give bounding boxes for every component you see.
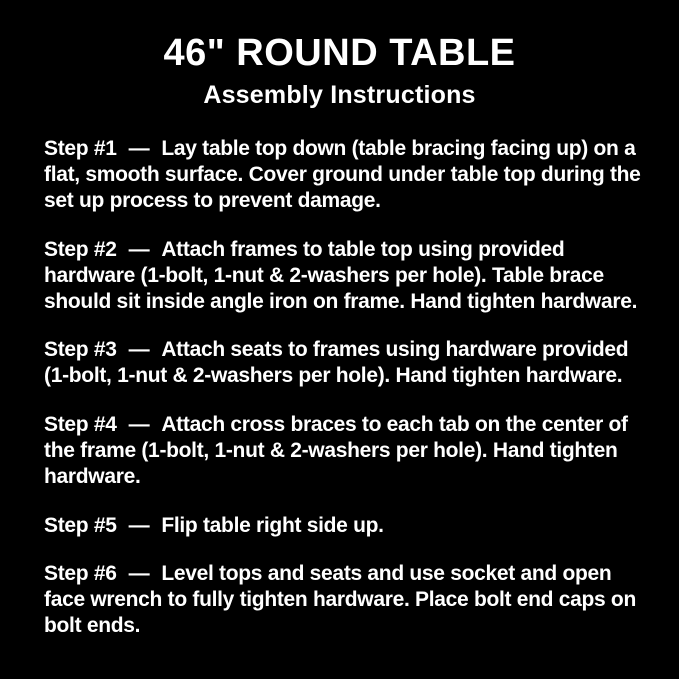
step-1-separator: —: [128, 137, 150, 161]
step-1: [44, 136, 641, 213]
step-2: [44, 237, 641, 314]
step-5-text: Flip table right side up.: [161, 513, 384, 537]
step-5: [44, 513, 641, 539]
steps-list: [44, 136, 641, 638]
step-4-label: Step #4: [44, 413, 117, 437]
step-3-text: Attach seats to frames using hardware provided (1-bolt, 1-nut & 2-washers per hole). Hand tighten hardware.: [44, 338, 629, 388]
step-5-label: Step #5: [44, 513, 117, 537]
step-4: [44, 412, 641, 489]
step-3: [44, 337, 641, 389]
step-3-label: Step #3: [44, 338, 117, 362]
step-4-text: Attach cross braces to each tab on the center of the frame (1-bolt, 1-nut & 2-washers per hole). Hand tighten hardware.: [44, 413, 628, 488]
step-1-text: Lay table top down (table bracing facing up) on a flat, smooth surface. Cover ground under table top during the set up process to prevent damage.: [44, 137, 641, 213]
step-2-separator: —: [128, 237, 150, 261]
step-1-label: Step #1: [44, 137, 117, 161]
step-6-label: Step #6: [44, 562, 117, 586]
step-6-separator: —: [128, 562, 150, 586]
step-2-text: Attach frames to table top using provided hardware (1-bolt, 1-nut & 2-washers per hole). Table brace should sit inside angle iron on frame. Hand tighten hardware.: [44, 237, 638, 313]
step-2-label: Step #2: [44, 237, 117, 261]
step-5-separator: —: [128, 513, 150, 537]
step-3-separator: —: [128, 338, 150, 362]
step-6-text: Level tops and seats and use socket and open face wrench to fully tighten hardware. Place bolt end caps on bolt ends.: [44, 562, 636, 637]
step-6: [44, 561, 641, 638]
page-title: 46" ROUND TABLE: [163, 32, 516, 74]
step-4-separator: —: [128, 413, 150, 437]
page-subtitle: Assembly Instructions: [203, 80, 476, 109]
